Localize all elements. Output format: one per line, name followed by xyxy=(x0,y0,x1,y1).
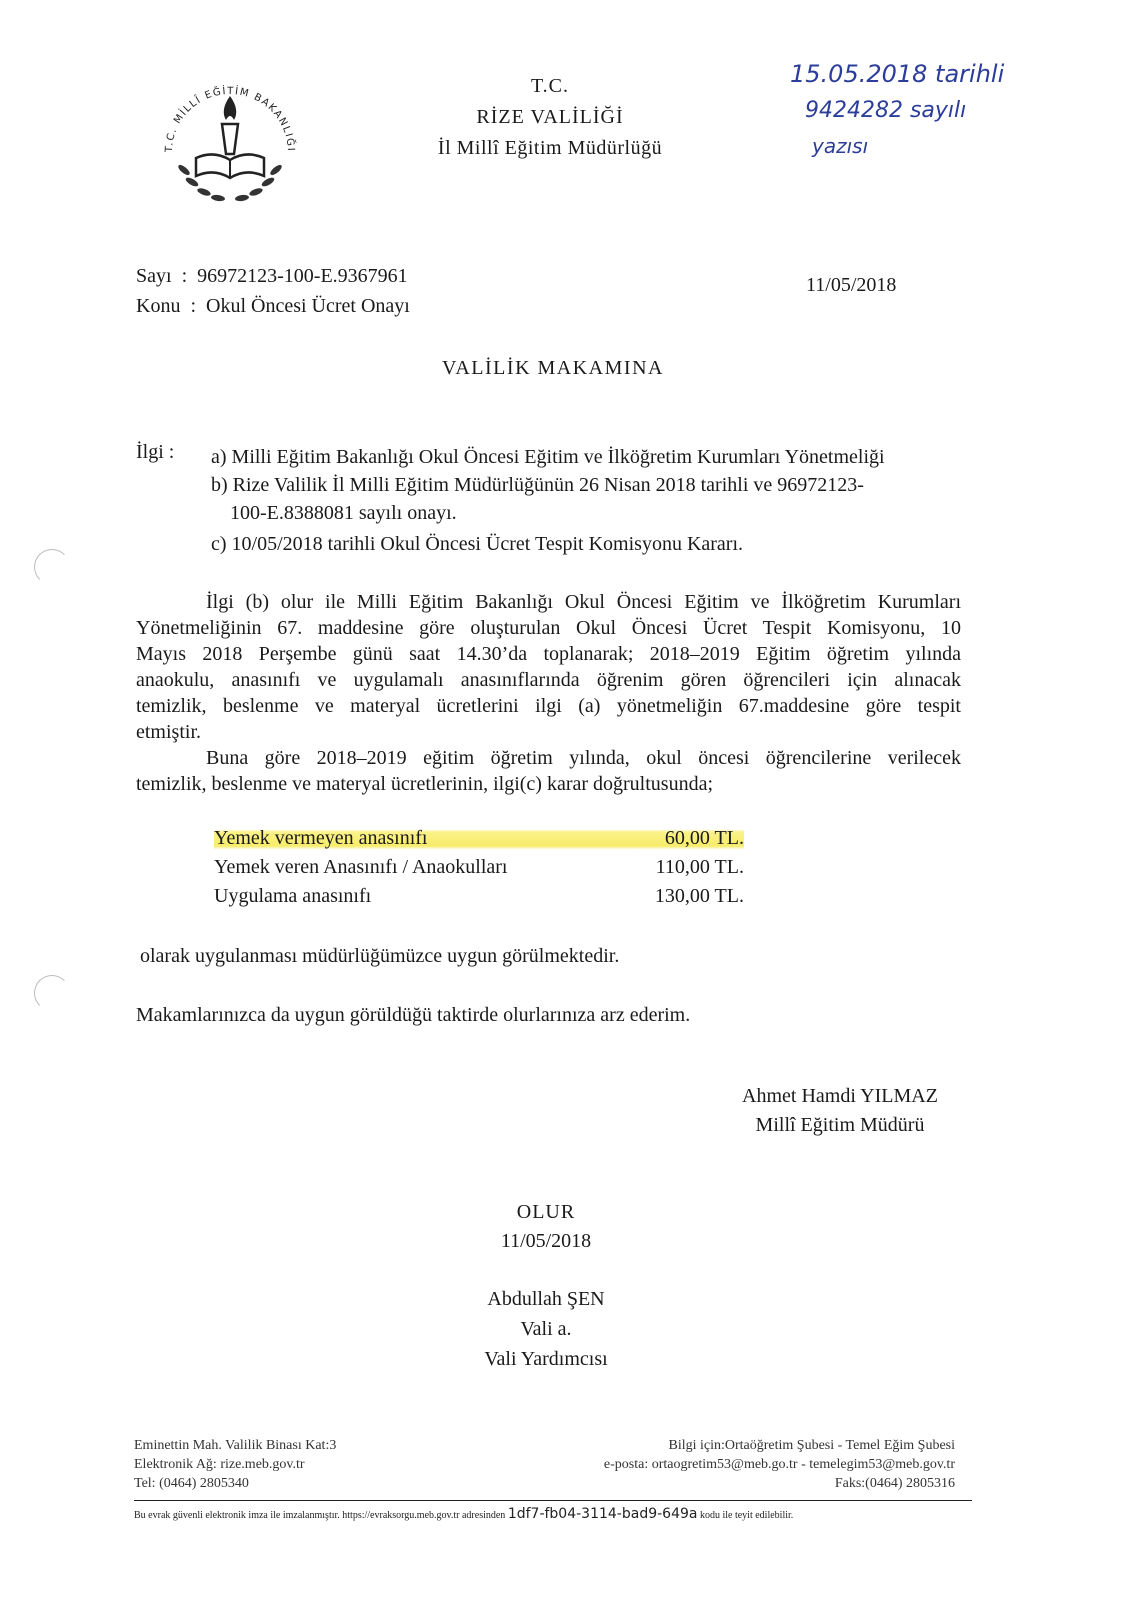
footer-web: Elektronik Ağ: rize.meb.gov.tr xyxy=(134,1457,305,1472)
fee-label: Yemek veren Anasınıfı / Anaokulları xyxy=(214,856,508,878)
approval-role2: Vali Yardımcısı xyxy=(484,1348,608,1370)
handwritten-note-ref: yazısı xyxy=(812,134,869,158)
verification-suffix: kodu ile teyit edilebilir. xyxy=(699,1510,794,1521)
footer-email: e-posta: ortaogretim53@meb.go.tr - temelegim53@meb.gov.tr xyxy=(603,1457,955,1472)
footer-divider xyxy=(134,1500,972,1501)
footer-phone: Tel: (0464) 2805340 xyxy=(134,1476,249,1491)
konu-line: Konu : Okul Öncesi Ücret Onayı xyxy=(136,295,410,317)
footer-address: Eminettin Mah. Valilik Binası Kat:3 xyxy=(134,1438,337,1453)
sayi-value: 96972123-100-E.9367961 xyxy=(197,265,408,287)
verification-prefix: Bu evrak güvenli elektronik imza ile imzalanmıştır. https://evraksorgu.meb.gov.tr adresinden xyxy=(134,1510,506,1521)
verification-code: 1df7-fb04-3114-bad9-649a xyxy=(507,1506,698,1522)
paragraph1-line5: temizlik, beslenme ve materyal ücretlerini ilgi (a) yönetmeliğin 67.maddesine göre tespit xyxy=(136,695,961,717)
fee-row xyxy=(214,825,744,853)
fee-amount: 110,00 TL. xyxy=(655,856,744,878)
fee-amount: 130,00 TL. xyxy=(654,885,744,907)
paragraph1-line6: etmiştir. xyxy=(136,721,201,743)
ministry-logo xyxy=(150,66,310,226)
fee-row xyxy=(214,883,744,911)
ilgi-b-line2: 100-E.8388081 sayılı onayı. xyxy=(230,502,457,524)
approval-date: 11/05/2018 xyxy=(500,1230,592,1252)
verification-line xyxy=(134,1506,972,1522)
ilgi-c: c) 10/05/2018 tarihli Okul Öncesi Ücret Tespit Komisyonu Kararı. xyxy=(211,533,744,555)
approval-name: Abdullah ŞEN xyxy=(487,1288,605,1310)
header-tc: T.C. xyxy=(530,75,570,97)
footer-fax: Faks:(0464) 2805316 xyxy=(834,1476,955,1491)
fee-row xyxy=(214,854,744,882)
paragraph2-line2: temizlik, beslenme ve materyal ücretlerinin, ilgi(c) karar doğrultusunda; xyxy=(136,773,714,795)
konu-value: Okul Öncesi Ücret Onayı xyxy=(206,295,410,317)
scan-artifact xyxy=(34,549,70,585)
scan-artifact xyxy=(34,975,70,1011)
fee-label: Uygulama anasınıfı xyxy=(214,885,372,907)
paragraph1-line3: Mayıs 2018 Perşembe günü saat 14.30’da toplanarak; 2018–2019 Eğitim öğretim yılında xyxy=(136,643,961,665)
paragraph1-line1: İlgi (b) olur ile Milli Eğitim Bakanlığı Okul Öncesi Eğitim ve İlköğretim Kurumları xyxy=(206,591,961,613)
document-date: 11/05/2018 xyxy=(806,274,897,296)
sayi-line: Sayı : 96972123-100-E.9367961 xyxy=(136,265,408,287)
fee-amount: 60,00 TL. xyxy=(664,827,744,849)
paragraph1-line2: Yönetmeliğinin 67. maddesine göre oluşturulan Okul Öncesi Ücret Tespit Komisyonu, 10 xyxy=(136,617,961,639)
paragraph2-line1: Buna göre 2018–2019 eğitim öğretim yılında, okul öncesi öğrencilerine verilecek xyxy=(206,747,961,769)
header-directorate: İl Millî Eğitim Müdürlüğü xyxy=(437,137,663,159)
signatory-name: Ahmet Hamdi YILMAZ xyxy=(742,1085,938,1107)
konu-label: Konu xyxy=(136,295,181,317)
approval-olur: OLUR xyxy=(516,1201,576,1223)
addressee: VALİLİK MAKAMINA xyxy=(442,357,664,379)
sayi-label: Sayı xyxy=(136,265,172,287)
svg-text:T.C. MİLLÎ EĞİTİM BAKANLIĞI xyxy=(164,84,298,153)
approval-role1: Vali a. xyxy=(520,1318,572,1340)
ilgi-a: a) Milli Eğitim Bakanlığı Okul Öncesi Eğitim ve İlköğretim Kurumları Yönetmeliği xyxy=(211,446,885,468)
handwritten-note-date: 15.05.2018 tarihli xyxy=(790,60,1005,88)
paragraph1-line4: anaokulu, anasınıfı ve uygulamalı anasınıflarında öğrenim gören öğrencileri için alınacak xyxy=(136,669,961,691)
footer-info: Bilgi için:Ortaöğretim Şubesi - Temel Eğim Şubesi xyxy=(668,1438,955,1453)
header-governorship: RİZE VALİLİĞİ xyxy=(476,106,624,128)
seal-text: T.C. MİLLÎ EĞİTİM BAKANLIĞI xyxy=(163,85,297,153)
ilgi-label: İlgi : xyxy=(136,441,175,463)
fee-label: Yemek vermeyen anasınıfı xyxy=(214,827,428,849)
closing-line2: Makamlarınızca da uygun görüldüğü taktirde olurlarınıza arz ederim. xyxy=(136,1004,691,1026)
closing-line1: olarak uygulanması müdürlüğümüzce uygun görülmektedir. xyxy=(140,945,620,967)
signatory-title: Millî Eğitim Müdürü xyxy=(755,1114,925,1136)
ilgi-b-line1: b) Rize Valilik İl Milli Eğitim Müdürlüğünün 26 Nisan 2018 tarihli ve 96972123- xyxy=(211,474,864,496)
handwritten-note-number: 9424282 sayılı xyxy=(805,98,967,123)
